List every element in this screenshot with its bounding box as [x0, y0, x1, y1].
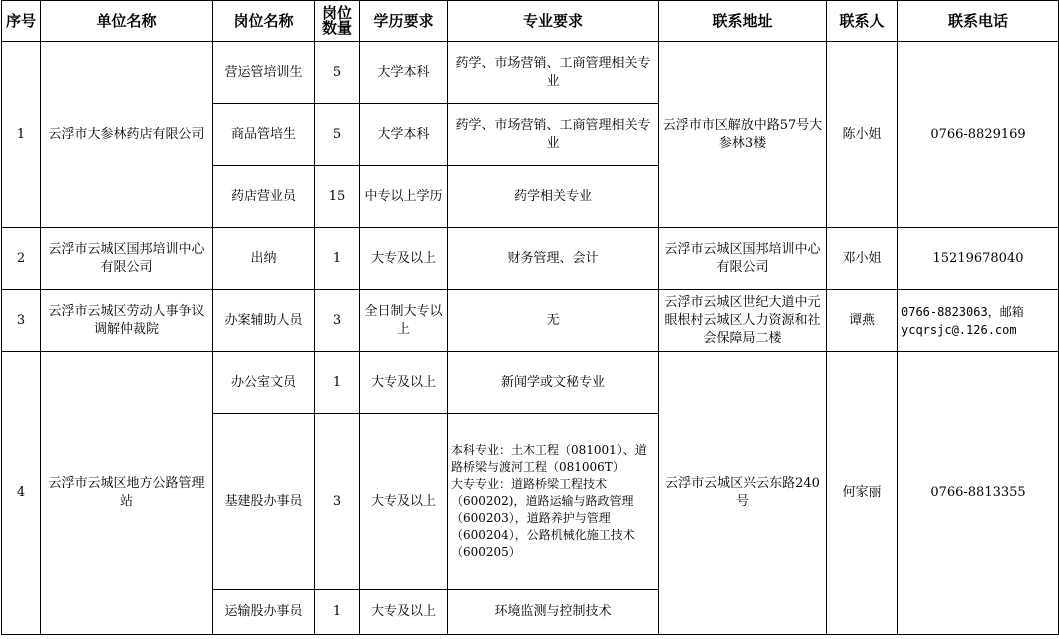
- education-requirement: 中专以上学历: [360, 166, 448, 228]
- row-index: 1: [2, 42, 41, 228]
- position-name: 运输股办事员: [213, 590, 315, 635]
- major-requirement: 无: [448, 290, 659, 352]
- table-row: [2, 290, 1059, 352]
- major-requirement: 新闻学或文秘专业: [448, 352, 659, 414]
- position-name: 营运管培训生: [213, 42, 315, 104]
- major-requirement: 药学相关专业: [448, 166, 659, 228]
- position-quantity: 5: [315, 104, 360, 166]
- header-row: [2, 1, 1059, 42]
- contact-address: 云浮市市区解放中路57号大参林3楼: [659, 42, 827, 228]
- position-quantity: 1: [315, 228, 360, 290]
- position-quantity: 5: [315, 42, 360, 104]
- education-requirement: 全日制大专以上: [360, 290, 448, 352]
- unit-name: 云浮市云城区地方公路管理站: [41, 352, 213, 635]
- header-unit: 单位名称: [41, 1, 213, 42]
- position-name: 商品管培生: [213, 104, 315, 166]
- major-requirement: 本科专业：土木工程（081001）、道路桥梁与渡河工程（081006T） 大专专业：道路桥梁工程技术 （600202)，道路运输与路政管理（600203），道路养护与管理（600204），公路机械化施工技术（600205）: [448, 414, 659, 590]
- header-address: 联系地址: [659, 1, 827, 42]
- table-row: [2, 42, 1059, 104]
- contact-address: 云浮市云城区兴云东路240号: [659, 352, 827, 635]
- education-requirement: 大专及以上: [360, 228, 448, 290]
- position-name: 出纳: [213, 228, 315, 290]
- header-position: 岗位名称: [213, 1, 315, 42]
- contact-person: 陈小姐: [827, 42, 898, 228]
- header-index: 序号: [2, 1, 41, 42]
- education-requirement: 大专及以上: [360, 590, 448, 635]
- contact-phone: 0766-8823063，邮箱ycqrsjc@.126.com: [898, 290, 1059, 352]
- position-quantity: 1: [315, 590, 360, 635]
- header-phone: 联系电话: [898, 1, 1059, 42]
- major-requirement: 财务管理、会计: [448, 228, 659, 290]
- table-row: [2, 352, 1059, 414]
- header-education: 学历要求: [360, 1, 448, 42]
- contact-address: 云浮市云城区世纪大道中元眼根村云城区人力资源和社会保障局二楼: [659, 290, 827, 352]
- contact-person: 邓小姐: [827, 228, 898, 290]
- header-contact: 联系人: [827, 1, 898, 42]
- education-requirement: 大专及以上: [360, 352, 448, 414]
- contact-phone: 0766-8813355: [898, 352, 1059, 635]
- contact-phone: 0766-8829169: [898, 42, 1059, 228]
- major-requirement: 药学、市场营销、工商管理相关专业: [448, 42, 659, 104]
- unit-name: 云浮市大参林药店有限公司: [41, 42, 213, 228]
- row-index: 3: [2, 290, 41, 352]
- education-requirement: 大学本科: [360, 104, 448, 166]
- education-requirement: 大专及以上: [360, 414, 448, 590]
- unit-name: 云浮市云城区劳动人事争议调解仲裁院: [41, 290, 213, 352]
- position-name: 基建股办事员: [213, 414, 315, 590]
- position-quantity: 3: [315, 414, 360, 590]
- contact-address: 云浮市云城区国邦培训中心有限公司: [659, 228, 827, 290]
- table-row: [2, 228, 1059, 290]
- position-quantity: 15: [315, 166, 360, 228]
- major-requirement: 药学、市场营销、工商管理相关专业: [448, 104, 659, 166]
- position-name: 办案辅助人员: [213, 290, 315, 352]
- row-index: 4: [2, 352, 41, 635]
- row-index: 2: [2, 228, 41, 290]
- position-quantity: 1: [315, 352, 360, 414]
- position-name: 药店营业员: [213, 166, 315, 228]
- contact-person: 何家丽: [827, 352, 898, 635]
- education-requirement: 大学本科: [360, 42, 448, 104]
- job-table: [1, 0, 1059, 635]
- contact-phone: 15219678040: [898, 228, 1059, 290]
- header-quantity: 岗位 数量: [315, 1, 360, 42]
- header-major: 专业要求: [448, 1, 659, 42]
- unit-name: 云浮市云城区国邦培训中心有限公司: [41, 228, 213, 290]
- contact-person: 谭燕: [827, 290, 898, 352]
- position-name: 办公室文员: [213, 352, 315, 414]
- major-requirement: 环境监测与控制技术: [448, 590, 659, 635]
- position-quantity: 3: [315, 290, 360, 352]
